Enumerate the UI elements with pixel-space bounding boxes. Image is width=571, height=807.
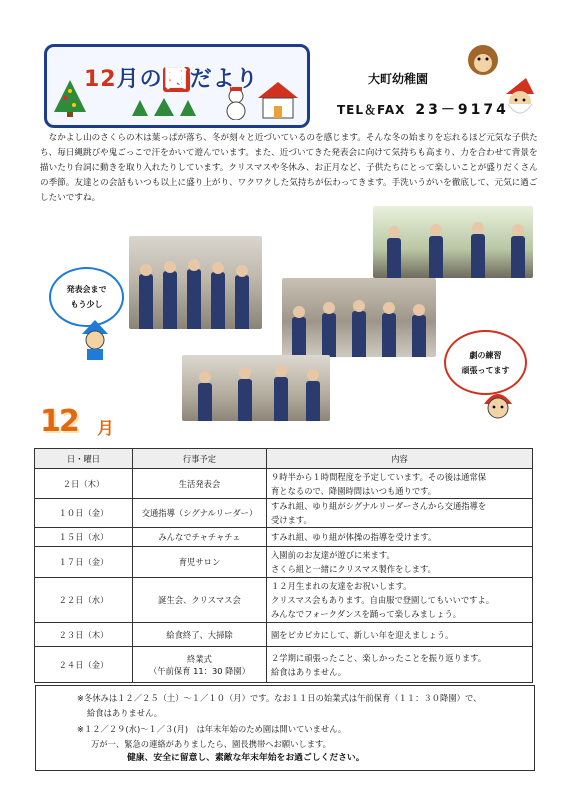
- cell-content: 入園前のお友達が遊びに来ます。 さくら組と一緒にクリスマス製作をします。: [267, 547, 533, 578]
- table-row: [35, 623, 533, 647]
- table-row: [35, 647, 533, 683]
- schedule-table: [34, 448, 533, 683]
- school-name: 大町幼稚園: [368, 72, 429, 86]
- cell-day: ２日（木）: [35, 469, 133, 499]
- speech-bubble-right: 劇の練習 頑張ってます: [444, 330, 527, 395]
- cell-content: すみれ組、ゆり組がシグナルリーダーさんから交通指導を 受けます。: [267, 499, 533, 528]
- table-row: [35, 578, 533, 623]
- house-icon: [256, 80, 300, 120]
- cell-event: 終業式 （午前保育 11：30 降園）: [133, 647, 267, 683]
- cell-content: 園をピカピカにして、新しい年を迎えましょう。: [267, 623, 533, 647]
- cell-event: 給食終了、大掃除: [133, 623, 267, 647]
- cell-content: ２学期に頑張ったこと、楽しかったことを振り返ります。 給食はありません。: [267, 647, 533, 683]
- photo-rehearsal-1: [129, 236, 262, 329]
- note-line-5: 健康、安全に留意し、素敵な年末年始をお過ごしください。: [127, 753, 365, 763]
- note-line-1: ※冬休みは１２／２５（土）～１／１０（月）です。なお１１日の始業式は午前保育（１１：３０降園）で、: [77, 693, 482, 703]
- notes-box: [35, 685, 535, 771]
- photo-rehearsal-2: [373, 206, 533, 278]
- contact-number: TEL＆FAX 23－9174: [337, 102, 509, 118]
- cell-day: １７日（金）: [35, 547, 133, 578]
- cell-day: １０日（金）: [35, 499, 133, 528]
- table-header-row: [35, 449, 533, 469]
- cell-content: すみれ組、ゆり組が体操の指導を受けます。: [267, 528, 533, 547]
- cell-day: ２４日（金）: [35, 647, 133, 683]
- cell-event: みんなでチャチャチェ: [133, 528, 267, 547]
- table-row: [35, 528, 533, 547]
- cell-event: 生活発表会: [133, 469, 267, 499]
- cell-event: 育児サロン: [133, 547, 267, 578]
- photo-rehearsal-4: [182, 355, 330, 421]
- cell-event: 交通指導（シグナルリーダー）: [133, 499, 267, 528]
- speech-bubble-left: 発表会まで もう少し: [49, 267, 124, 327]
- note-line-4: 万が一、緊急の連絡がありましたら、園長携帯へお願いします。: [91, 739, 331, 749]
- cell-day: ２３日（木）: [35, 623, 133, 647]
- note-line-2: 給食はありません。: [87, 708, 163, 718]
- header-day: 日・曜日: [35, 449, 133, 469]
- cell-content: ９時半から１時間程度を予定しています。その後は通常保 育となるので、降園時間はいつも通りです。: [267, 469, 533, 499]
- trees-icon: [130, 98, 200, 118]
- header-event: 行事予定: [133, 449, 267, 469]
- cell-day: ２２日（水）: [35, 578, 133, 623]
- cell-event: 誕生会、クリスマス会: [133, 578, 267, 623]
- table-row: [35, 469, 533, 499]
- cell-day: １５日（水）: [35, 528, 133, 547]
- table-row: [35, 499, 533, 528]
- note-line-3: ※１２／２９(水)～１／３(月) は年末年始のため園は開いていません。: [77, 724, 347, 734]
- month-unit: 月: [97, 419, 114, 439]
- table-row: [35, 547, 533, 578]
- girl-character-icon: [478, 388, 518, 424]
- cell-content: １２月生まれの友達をお祝いします。 クリスマス会もあります。自由服で登園してもいいですよ。 みんなでフォークダンスを踊って楽しみましょう。: [267, 578, 533, 623]
- monkey-icon: [462, 40, 504, 80]
- newsletter-title: 12月の園だより: [84, 67, 259, 92]
- month-number: 12: [40, 404, 78, 439]
- header-content: 内容: [267, 449, 533, 469]
- boy-character-icon: [78, 320, 112, 362]
- photo-rehearsal-3: [282, 278, 436, 357]
- intro-paragraph: なかよし山のさくらの木は葉っぱが落ち、冬が刻々と近づいているのを感じます。そんな冬の始まりを忘れるほど元気な子供たち、毎日縄跳びや鬼ごっこで汗をかいて遊んでいます。また、近づいてきた発表会に向けて気持ちも高まり、力を合わせて背景を描いたり台詞に動きを取り入れたりしています。クリスマスや冬休み、お正月など、子供たちにとって楽しいことが盛りだくさんの季節。友達との会話もいつも以上に盛り上がり、ワクワクした気持ちが伝わってきます。手洗いうがいを徹底して、元気に過ごしたいですね。: [40, 133, 538, 203]
